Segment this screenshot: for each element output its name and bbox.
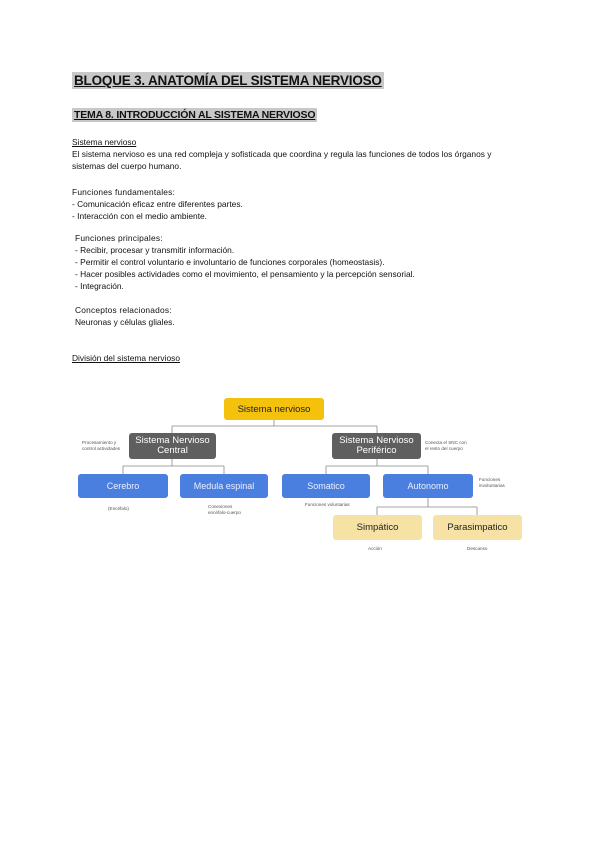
note-line: encéfalo-cuerpo (208, 509, 241, 515)
list-item: - Comunicación eficaz entre diferentes partes. (72, 199, 243, 209)
note-medula (208, 504, 241, 515)
block-title: BLOQUE 3. ANATOMÍA DEL SISTEMA NERVIOSO (74, 73, 382, 88)
note-snc (82, 440, 120, 451)
node-snp (332, 433, 421, 459)
node-medula-espinal: Medula espinal (180, 474, 268, 498)
node-snc (129, 433, 216, 459)
note-simpatico: Acción (368, 546, 382, 551)
note-line: el resto del cuerpo (425, 445, 463, 451)
node-snp-line1: Sistema Nervioso (339, 435, 414, 446)
note-line: Procesamiento y (82, 440, 117, 445)
note-snp (425, 440, 467, 451)
list-item: - Integración. (75, 281, 124, 291)
fundamentales-heading: Funciones fundamentales: (72, 187, 176, 197)
node-snp-line2: Periférico (356, 445, 397, 456)
tema-title: TEMA 8. INTRODUCCIÓN AL SISTEMA NERVIOSO (74, 109, 316, 121)
list-item: - Hacer posibles actividades como el movimiento, el pensamiento y la percepción sensorial. (75, 269, 415, 279)
note-line: Conecta el SNC con (425, 440, 467, 445)
node-parasimpatico: Parasimpatico (433, 515, 522, 540)
conceptos-body: Neuronas y células gliales. (75, 317, 175, 327)
section-funciones-principales (75, 232, 415, 292)
section-conceptos (75, 304, 175, 328)
list-item: - Recibir, procesar y transmitir información. (75, 245, 235, 255)
sistema-heading: Sistema nervioso (72, 137, 137, 147)
node-somatico: Somatico (282, 474, 370, 498)
note-cerebro: (Encéfalo) (108, 506, 129, 511)
node-snc-line1: Sistema Nervioso (135, 435, 210, 446)
note-line: Funciones (479, 477, 501, 482)
note-parasimpatico: Descanso (467, 546, 488, 551)
section-division (72, 352, 180, 364)
principales-heading: Funciones principales: (75, 233, 163, 243)
nervous-system-diagram (72, 374, 528, 562)
list-item: - Interacción con el medio ambiente. (72, 211, 208, 221)
note-somatico: Funciones voluntarias (305, 502, 350, 507)
note-line: control actividades (82, 445, 121, 451)
note-autonomo (479, 477, 505, 488)
node-cerebro: Cerebro (78, 474, 168, 498)
sistema-body: El sistema nervioso es una red compleja y sofisticada que coordina y regula las funciones de todos los órganos y sistemas del cuerpo humano. (72, 149, 492, 171)
node-sistema-nervioso: Sistema nervioso (224, 398, 324, 420)
list-item: - Permitir el control voluntario e involuntario de funciones corporales (homeostasis). (75, 257, 385, 267)
node-simpatico: Simpático (333, 515, 422, 540)
node-snc-line2: Central (157, 445, 188, 456)
note-line: involuntarias (479, 482, 505, 488)
note-line: Conexiones (208, 504, 233, 509)
node-autonomo: Autonomo (383, 474, 473, 498)
section-sistema-nervioso (72, 136, 502, 172)
division-heading: División del sistema nervioso (72, 353, 180, 363)
conceptos-heading: Conceptos relacionados: (75, 305, 172, 315)
section-funciones-fundamentales (72, 186, 243, 222)
